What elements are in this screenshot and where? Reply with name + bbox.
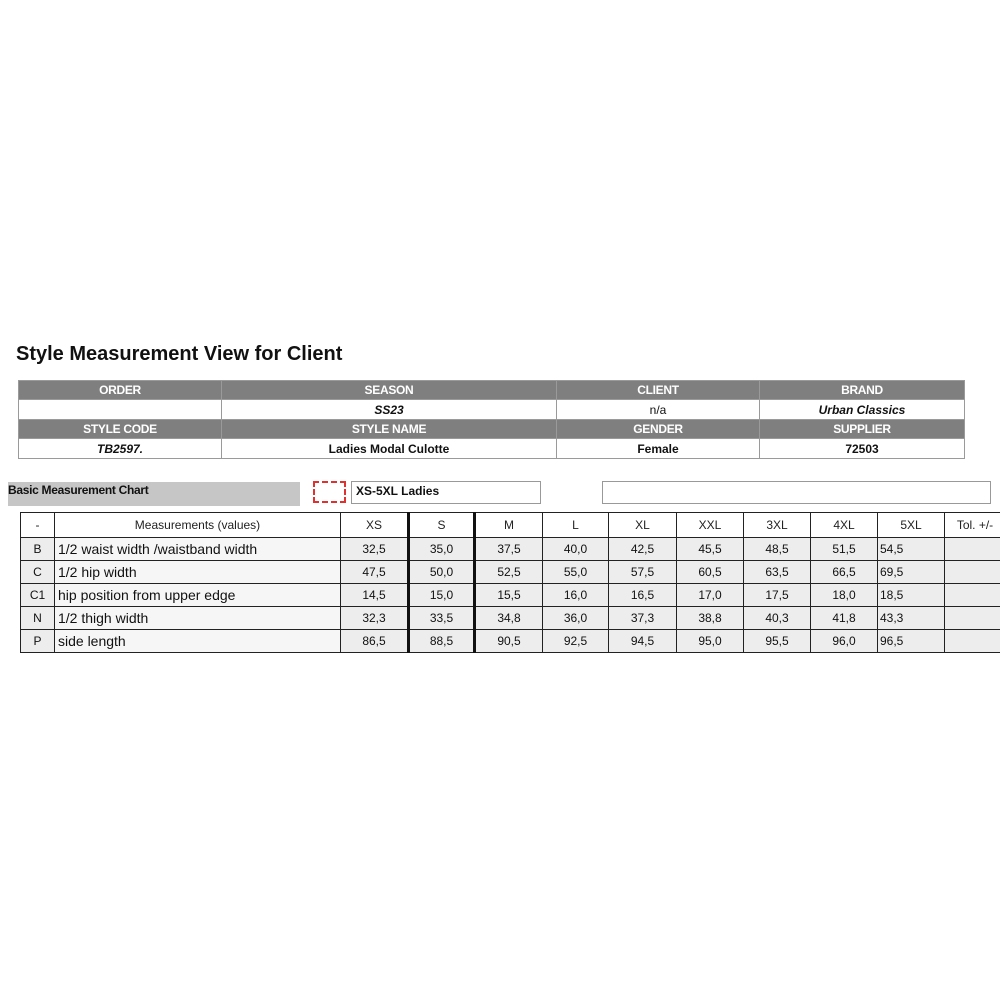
value-s: 88,5	[409, 630, 475, 653]
measurement-code: C1	[21, 584, 55, 607]
measurement-code: B	[21, 538, 55, 561]
value-tolerance	[945, 607, 1000, 630]
measurement-name: 1/2 hip width	[55, 561, 341, 584]
measurement-name: 1/2 thigh width	[55, 607, 341, 630]
measurement-name: side length	[55, 630, 341, 653]
value-xxl: 95,0	[677, 630, 744, 653]
size-header-4xl: 4XL	[811, 513, 878, 538]
tolerance-header: Tol. +/-	[945, 513, 1000, 538]
value-5xl: 96,5	[878, 630, 945, 653]
info-value-row	[19, 400, 965, 420]
order-header: ORDER	[19, 381, 222, 400]
gender-header: GENDER	[557, 420, 760, 439]
value-l: 36,0	[543, 607, 609, 630]
value-l: 40,0	[543, 538, 609, 561]
measurement-name: hip position from upper edge	[55, 584, 341, 607]
value-xs: 14,5	[341, 584, 409, 607]
value-s: 50,0	[409, 561, 475, 584]
value-m: 34,8	[475, 607, 543, 630]
value-m: 90,5	[475, 630, 543, 653]
size-header-5xl: 5XL	[878, 513, 945, 538]
value-xs: 32,3	[341, 607, 409, 630]
value-5xl: 18,5	[878, 584, 945, 607]
value-3xl: 17,5	[744, 584, 811, 607]
season-header: SEASON	[222, 381, 557, 400]
code-column-header: -	[21, 513, 55, 538]
value-s: 33,5	[409, 607, 475, 630]
supplier-header: SUPPLIER	[760, 420, 965, 439]
value-tolerance	[945, 538, 1000, 561]
order-value	[19, 400, 222, 420]
measurement-code: C	[21, 561, 55, 584]
value-3xl: 95,5	[744, 630, 811, 653]
value-tolerance	[945, 561, 1000, 584]
size-header-m: M	[475, 513, 543, 538]
measurement-row	[21, 607, 1000, 630]
value-m: 15,5	[475, 584, 543, 607]
info-header-row-2	[19, 420, 965, 439]
measurement-code: P	[21, 630, 55, 653]
value-m: 37,5	[475, 538, 543, 561]
measurement-name: 1/2 waist width /waistband width	[55, 538, 341, 561]
measurement-chart-label: Basic Measurement Chart	[8, 482, 300, 506]
season-value: SS23	[222, 400, 557, 420]
gender-value: Female	[557, 439, 760, 459]
value-xl: 16,5	[609, 584, 677, 607]
size-header-3xl: 3XL	[744, 513, 811, 538]
value-m: 52,5	[475, 561, 543, 584]
value-l: 16,0	[543, 584, 609, 607]
value-xxl: 60,5	[677, 561, 744, 584]
size-range-field[interactable]: XS-5XL Ladies	[351, 481, 541, 504]
brand-header: BRAND	[760, 381, 965, 400]
value-tolerance	[945, 630, 1000, 653]
measurement-row	[21, 538, 1000, 561]
value-4xl: 66,5	[811, 561, 878, 584]
value-5xl: 43,3	[878, 607, 945, 630]
size-header-xxl: XXL	[677, 513, 744, 538]
value-3xl: 48,5	[744, 538, 811, 561]
value-xxl: 17,0	[677, 584, 744, 607]
value-xs: 32,5	[341, 538, 409, 561]
brand-value: Urban Classics	[760, 400, 965, 420]
client-header: CLIENT	[557, 381, 760, 400]
value-xxl: 45,5	[677, 538, 744, 561]
page-title: Style Measurement View for Client	[16, 343, 343, 365]
value-3xl: 40,3	[744, 607, 811, 630]
value-xl: 42,5	[609, 538, 677, 561]
value-xs: 47,5	[341, 561, 409, 584]
measurement-row	[21, 584, 1000, 607]
client-value: n/a	[557, 400, 760, 420]
size-header-l: L	[543, 513, 609, 538]
style-name-value: Ladies Modal Culotte	[222, 439, 557, 459]
value-l: 92,5	[543, 630, 609, 653]
measurement-row	[21, 561, 1000, 584]
measurement-table	[20, 512, 1000, 653]
info-header-row	[19, 381, 965, 400]
value-xl: 37,3	[609, 607, 677, 630]
size-header-s: S	[409, 513, 475, 538]
measurement-row	[21, 630, 1000, 653]
value-4xl: 41,8	[811, 607, 878, 630]
value-4xl: 96,0	[811, 630, 878, 653]
value-xl: 57,5	[609, 561, 677, 584]
value-5xl: 69,5	[878, 561, 945, 584]
info-value-row-2	[19, 439, 965, 459]
value-s: 15,0	[409, 584, 475, 607]
size-header-xl: XL	[609, 513, 677, 538]
supplier-value: 72503	[760, 439, 965, 459]
style-code-value: TB2597.	[19, 439, 222, 459]
value-5xl: 54,5	[878, 538, 945, 561]
value-l: 55,0	[543, 561, 609, 584]
value-3xl: 63,5	[744, 561, 811, 584]
value-s: 35,0	[409, 538, 475, 561]
style-info-table	[18, 380, 965, 459]
value-tolerance	[945, 584, 1000, 607]
measurement-code: N	[21, 607, 55, 630]
value-4xl: 51,5	[811, 538, 878, 561]
measurement-column-header: Measurements (values)	[55, 513, 341, 538]
chart-placeholder-icon[interactable]	[313, 481, 346, 503]
value-xl: 94,5	[609, 630, 677, 653]
style-code-header: STYLE CODE	[19, 420, 222, 439]
value-xs: 86,5	[341, 630, 409, 653]
chart-note-field[interactable]	[602, 481, 991, 504]
value-xxl: 38,8	[677, 607, 744, 630]
size-header-xs: XS	[341, 513, 409, 538]
value-4xl: 18,0	[811, 584, 878, 607]
style-name-header: STYLE NAME	[222, 420, 557, 439]
measurement-header-row	[21, 513, 1000, 538]
